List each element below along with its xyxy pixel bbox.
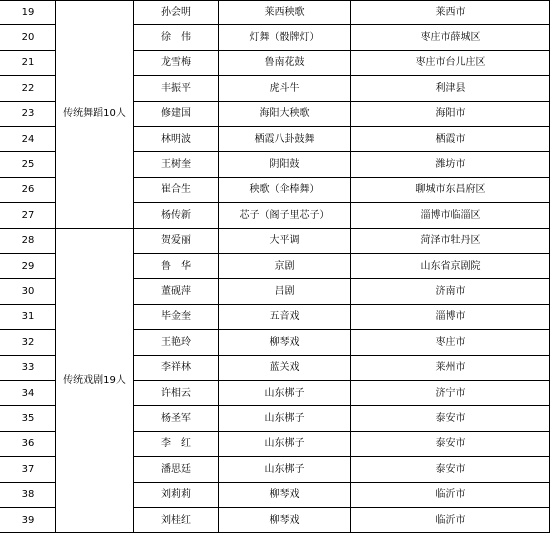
heritage-item-cell: 大平调	[269, 235, 300, 247]
heritage-item-cell: 山东梆子	[264, 387, 305, 399]
region-cell: 济南市	[435, 286, 466, 298]
row-number-cell: 35	[21, 413, 35, 425]
heritage-item-cell: 柳琴戏	[269, 489, 300, 501]
inheritor-name-cell: 王树奎	[161, 159, 191, 171]
heritage-item-cell: 芯子（阁子里芯子）	[239, 209, 330, 221]
inheritor-name-cell: 林明波	[161, 133, 191, 145]
heritage-item-cell: 阴阳鼓	[269, 159, 300, 171]
heritage-item-cell: 蓝关戏	[269, 362, 300, 374]
row-number-cell: 26	[21, 184, 35, 196]
heritage-item-cell: 灯舞（骰牌灯）	[249, 32, 320, 44]
region-cell: 聊城市东昌府区	[415, 184, 486, 196]
category-group-cell: 传统戏剧19人	[63, 374, 126, 386]
inheritor-name-cell: 李 红	[161, 438, 191, 450]
inheritor-name-cell: 徐 伟	[161, 32, 191, 44]
category-group-cell: 传统舞蹈10人	[63, 108, 126, 120]
heritage-item-cell: 栖霞八卦鼓舞	[254, 133, 315, 145]
region-cell: 临沂市	[435, 514, 466, 526]
inheritor-name-cell: 修建国	[161, 108, 191, 120]
row-number-cell: 37	[21, 463, 35, 475]
region-cell: 利津县	[435, 82, 466, 94]
heritage-item-cell: 山东梆子	[264, 413, 305, 425]
row-number-cell: 23	[21, 108, 35, 120]
heritage-item-cell: 虎斗牛	[269, 82, 300, 94]
inheritor-name-cell: 毕金奎	[161, 311, 191, 323]
inheritor-name-cell: 潘思廷	[161, 463, 191, 475]
inheritor-name-cell: 孙会明	[161, 6, 191, 18]
row-number-cell: 29	[21, 260, 35, 272]
inheritor-name-cell: 龙雪梅	[161, 57, 191, 69]
heritage-item-cell: 秧歌（伞棒舞）	[249, 184, 320, 196]
region-cell: 淄博市临淄区	[420, 209, 481, 221]
inheritor-name-cell: 李祥林	[161, 362, 191, 374]
inheritor-name-cell: 刘莉莉	[161, 489, 191, 501]
region-cell: 泰安市	[435, 463, 466, 475]
inheritor-name-cell: 丰振平	[161, 82, 191, 94]
row-number-cell: 20	[21, 32, 35, 44]
region-cell: 海阳市	[435, 108, 466, 120]
row-number-cell: 27	[21, 209, 35, 221]
region-cell: 菏泽市牡丹区	[420, 235, 481, 247]
heritage-item-cell: 吕剧	[274, 286, 295, 298]
inheritor-name-cell: 鲁 华	[161, 260, 191, 272]
region-cell: 泰安市	[435, 438, 466, 450]
region-cell: 枣庄市	[435, 336, 466, 348]
heritage-item-cell: 山东梆子	[264, 438, 305, 450]
row-number-cell: 36	[21, 438, 35, 450]
region-cell: 潍坊市	[435, 159, 466, 171]
inheritor-name-cell: 刘桂红	[161, 514, 191, 526]
heritage-item-cell: 山东梆子	[264, 463, 305, 475]
inheritor-name-cell: 董砚萍	[161, 286, 191, 298]
row-number-cell: 32	[21, 336, 35, 348]
region-cell: 莱西市	[435, 6, 466, 18]
heritage-item-cell: 莱西秧歌	[264, 6, 305, 18]
heritage-item-cell: 柳琴戏	[269, 336, 300, 348]
row-number-cell: 30	[21, 286, 35, 298]
region-cell: 济宁市	[435, 387, 466, 399]
heritage-item-cell: 海阳大秧歌	[259, 108, 310, 120]
region-cell: 山东省京剧院	[420, 260, 481, 272]
inheritor-name-cell: 崔合生	[161, 184, 191, 196]
row-number-cell: 34	[21, 387, 35, 399]
inheritor-name-cell: 杨传新	[161, 209, 191, 221]
heritage-item-cell: 柳琴戏	[269, 514, 300, 526]
region-cell: 莱州市	[435, 362, 466, 374]
region-cell: 枣庄市薛城区	[420, 32, 481, 44]
region-cell: 枣庄市台儿庄区	[415, 57, 486, 69]
row-number-cell: 38	[21, 489, 35, 501]
row-number-cell: 19	[21, 6, 35, 18]
row-number-cell: 28	[21, 235, 35, 247]
inheritor-name-cell: 杨圣军	[161, 413, 191, 425]
row-number-cell: 24	[21, 133, 35, 145]
inheritor-name-cell: 许相云	[161, 387, 191, 399]
row-number-cell: 22	[21, 82, 35, 94]
heritage-item-cell: 五音戏	[269, 311, 300, 323]
row-number-cell: 31	[21, 311, 35, 323]
row-number-cell: 25	[21, 159, 35, 171]
row-number-cell: 21	[21, 57, 35, 69]
row-number-cell: 39	[21, 514, 35, 526]
heritage-item-cell: 鲁南花鼓	[264, 57, 305, 69]
inheritor-name-cell: 王艳玲	[161, 336, 191, 348]
region-cell: 泰安市	[435, 413, 466, 425]
inheritor-name-cell: 贺爱丽	[161, 235, 191, 247]
region-cell: 淄博市	[435, 311, 466, 323]
heritage-item-cell: 京剧	[274, 260, 295, 272]
region-cell: 临沂市	[435, 489, 466, 501]
region-cell: 栖霞市	[435, 133, 466, 145]
row-number-cell: 33	[21, 362, 35, 374]
